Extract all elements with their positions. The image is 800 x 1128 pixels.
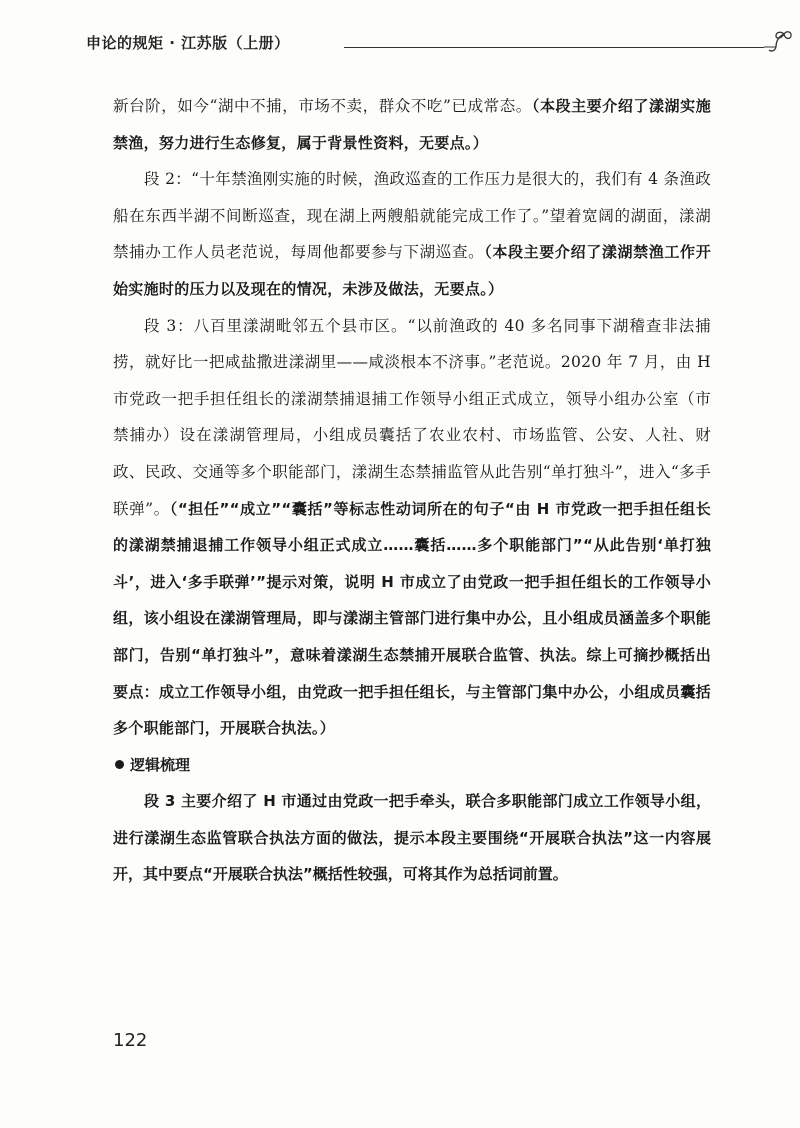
logic-section-label: 逻辑梳理 <box>130 755 191 774</box>
paragraph-1-text: 新台阶，如今“湖中不捕，市场不卖，群众不吃”已成常态。 <box>113 97 532 115</box>
logic-section-heading <box>113 747 711 784</box>
paragraph-3-note: （“担任”“成立”“囊括”等标志性动词所在的句子“由 H 市党政一把手担任组长的漾湖禁捕退捕工作领导小组正式成立……囊括……多个职能部门”“从此告别‘单打独斗’，进入‘多手联弹’”提示对策，说明 H 市成立了由党政一把手担任组长的工作领导小组，该小组设在漾湖管理局，即与漾湖主管部门进行集中办公，且小组成员涵盖多个职能部门，告别“单打独斗”，意味着漾湖生态禁捕开展联合监管、执法。综上可摘抄概括出要点：成立工作领导小组，由党政一把手担任组长，与主管部门集中办公，小组成员囊括多个职能部门，开展联合执法。） <box>113 499 712 738</box>
header-title: 申论的规矩 · 江苏版（上册） <box>86 34 290 52</box>
paragraph-3 <box>113 308 711 747</box>
bullet-icon <box>115 760 124 769</box>
paragraph-1 <box>113 88 711 161</box>
running-header <box>86 30 716 56</box>
paragraph-2 <box>113 161 711 307</box>
logic-section-text: 段 3 主要介绍了 H 市通过由党政一把手牵头，联合多职能部门成立工作领导小组，进行漾湖生态监管联合执法方面的做法，提示本段主要围绕“开展联合执法”这一内容展开，其中要点“开展联合执法”概括性较强，可将其作为总括词前置。 <box>113 792 711 884</box>
page-content <box>113 88 711 893</box>
header-rule <box>344 47 764 48</box>
page-number: 122 <box>113 1030 148 1051</box>
sprout-icon <box>762 30 794 56</box>
paragraph-2-text: 段 2：“十年禁渔刚实施的时候，渔政巡查的工作压力是很大的，我们有 4 条渔政船在东西半湖不间断巡查，现在湖上两艘船就能完成工作了。”望着宽阔的湖面，漾湖禁捕办工作人员老范说，每周他都要参与下湖巡查。 <box>113 170 711 262</box>
paragraph-3-text: 段 3：八百里漾湖毗邻五个县市区。“以前渔政的 40 多名同事下湖稽查非法捕捞，就好比一把咸盐撒进漾湖里——咸淡根本不济事。”老范说。2020 年 7 月，由 H 市党政一把手担任组长的漾湖禁捕退捕工作领导小组正式成立，领导小组办公室（市禁捕办）设在漾湖管理局，小组成员囊括了农业农村、市场监管、公安、人社、财政、民政、交通等多个职能部门，漾湖生态禁捕监管从此告别“单打独斗”，进入“多手联弹”。 <box>113 316 711 518</box>
paragraph-1-note: （本段主要介绍了漾湖实施禁渔，努力进行生态修复，属于背景性资料，无要点。） <box>113 97 711 152</box>
paragraph-2-note: （本段主要介绍了漾湖禁渔工作开始实施时的压力以及现在的情况，未涉及做法，无要点。） <box>113 243 711 298</box>
